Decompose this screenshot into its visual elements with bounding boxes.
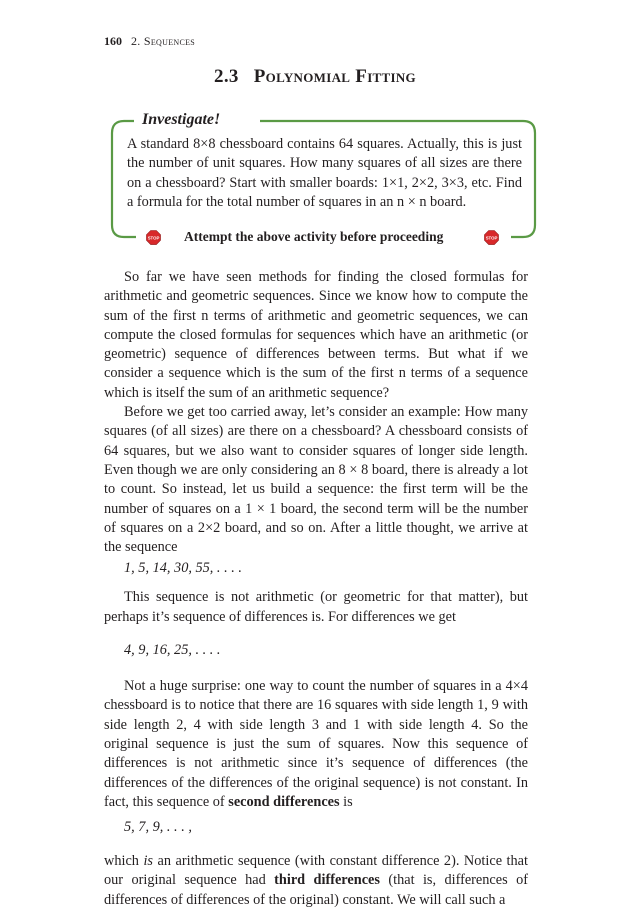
paragraph-5-mid: an arithmetic sequence (with constant difference 2). Notice that our original sequence had [104,853,528,889]
section-title [0,66,630,88]
paragraph-5 [104,852,528,910]
stop-sign-icon [484,230,499,245]
paragraph-4-text: Not a huge surprise: one way to count the number of squares in a 4×4 chessboard is to notice that there are 16 squares with side length 1, 9 with side length 2, 4 with side length 3 and 1 with side length 4. So the original sequence is just the sum of squares. Now this sequence of differences is not arithmetic since it’s sequence of differences (the differences of the differences of the original sequence) is not constant. In fact, this sequence of [104,678,528,810]
paragraph-1: So far we have seen methods for finding the closed formulas for arithmetic and geometric sequences. Since we know how to compute the sum of the first n terms of arithmetic and geometric sequences, we can compute the closed formulas for sequences which have an arithmetic (or geometric) sequence of differences between terms. But what if we consider a sequence which is the sum of the first n terms of a sequence which is itself the sum of an arithmetic sequence? [104,269,528,401]
stop-sign-icon [146,230,161,245]
stop-row [110,227,537,249]
paragraph-4 [104,677,528,812]
page-number: 160 [104,34,122,48]
sequence-display-2: 4, 9, 16, 25, . . . . [124,642,221,659]
body-text [104,268,528,910]
sequence-display-1: 1, 5, 14, 30, 55, . . . . [124,560,242,577]
svg-text:STOP: STOP [147,235,160,241]
paragraph-5-tail: (that is, differences of differences of differences of the original) constant. We will call such a [104,872,528,908]
paragraph-5-text: which [104,853,144,870]
page-header [104,34,195,49]
running-head: 2. Sequences [131,34,196,48]
svg-text:STOP: STOP [485,235,498,241]
paragraph-4-tail: is [339,793,353,810]
section-number: 2.3 [214,66,239,87]
paragraph-3: This sequence is not arithmetic (or geometric for that matter), but perhaps it’s sequence of differences is. For differences we get [104,589,528,625]
investigate-title: Investigate! [138,111,224,129]
term-third-differences: third differences [274,872,380,889]
stop-label: Attempt the above activity before proceeding [180,229,447,245]
investigate-box [110,111,537,244]
section-name: Polynomial Fitting [253,66,416,87]
paragraph-2: Before we get too carried away, let’s consider an example: How many squares (of all sizes) are there on a chessboard? A chessboard consists of 64 squares, but we also want to consider squares of longer side length. Even though we are only considering an 8 × 8 board, there is already a lot to count. So instead, let us build a sequence: the first term will be the number of squares on a 1 × 1 board, the second term will be the number of squares on a 2×2 board, and so on. After a little thought, we arrive at the sequence [104,404,528,556]
investigate-text: A standard 8×8 chessboard contains 64 squares. Actually, this is just the number of unit squares. How many squares of all sizes are there on a chessboard? Start with smaller boards: 1×1, 2×2, 3×3, etc. Find a formula for the total number of squares in an n × n board. [127,136,522,210]
term-second-differences: second differences [228,793,340,810]
emphasis-is: is [143,853,153,870]
sequence-display-3: 5, 7, 9, . . . , [124,819,192,836]
